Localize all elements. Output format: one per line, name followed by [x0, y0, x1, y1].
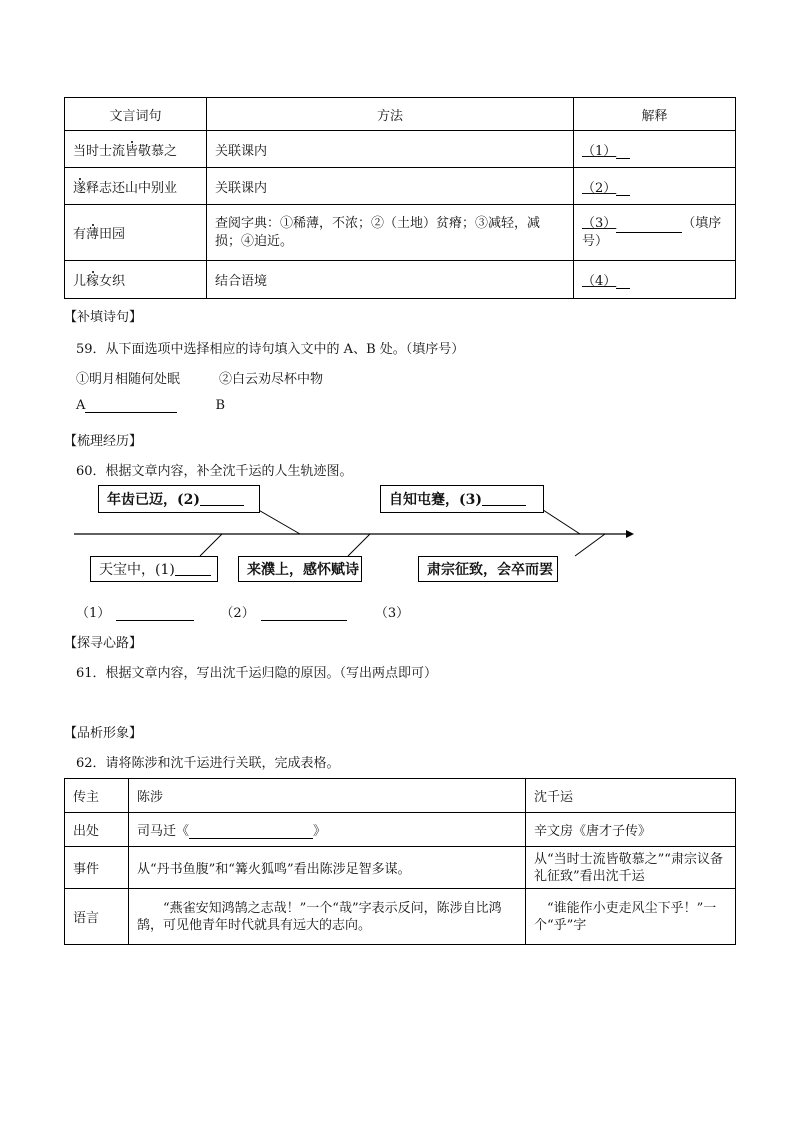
answer-cell[interactable]: （1） [574, 131, 736, 168]
question-59: 59．从下面选项中选择相应的诗句填入文中的 A、B 处。（填序号） [76, 342, 465, 357]
section-title-character: 【品析形象】 [64, 726, 143, 741]
phrase-cell: 儿稼女织 [65, 261, 207, 299]
header-subject: 传主 [65, 779, 129, 813]
answer-cell[interactable]: （3） （填序号） [574, 205, 736, 261]
question-62: 62．请将陈涉和沈千运进行关联，完成表格。 [76, 756, 340, 771]
timeline-box-bottom-2: 来濮上，感怀赋诗 [238, 556, 362, 582]
shen-qianyun-cell: “谁能作小吏走风尘下乎！”一个“乎”字 [526, 889, 736, 945]
phrase-cell: 有薄田园 [65, 205, 207, 261]
q59-options: ①明月相随何处眠 ②白云劝尽杯中物 [76, 372, 324, 387]
answer-cell[interactable]: （4） [574, 261, 736, 299]
chen-she-cell: “燕雀安知鸿鹄之志哉！”一个“哉”字表示反问，陈涉自比鸿鹄，可见他青年时代就具有远大的志向。 [129, 889, 526, 945]
question-60: 60．根据文章内容，补全沈千运的人生轨迹图。 [76, 464, 353, 479]
timeline-box-bottom-3: 肃宗征致，会卒而罢 [418, 556, 558, 582]
table-row [65, 813, 736, 847]
header-explanation: 解释 [574, 98, 736, 131]
chen-she-cell: 司马迁《 》 [129, 813, 526, 847]
blank-source[interactable] [189, 824, 313, 839]
header-method: 方法 [207, 98, 574, 131]
method-cell: 结合语境 [207, 261, 574, 299]
table-row [65, 847, 736, 889]
table-row [65, 168, 736, 205]
method-cell: 关联课内 [207, 168, 574, 205]
answer-cell[interactable]: （2） [574, 168, 736, 205]
q59-answer-line: A B [76, 398, 226, 413]
shen-qianyun-cell: 辛文房《唐才子传》 [526, 813, 736, 847]
blank-2[interactable] [261, 606, 347, 621]
table-row [65, 889, 736, 945]
header-chen-she: 陈涉 [129, 779, 526, 813]
blank-a[interactable] [85, 398, 177, 413]
chen-she-cell: 从“丹书鱼腹”和“篝火狐鸣”看出陈涉足智多谋。 [129, 847, 526, 889]
blank-1[interactable] [116, 606, 194, 621]
comparison-table [64, 778, 736, 945]
row-label: 出处 [65, 813, 129, 847]
table-row [65, 131, 736, 168]
header-phrase: 文言词句 [65, 98, 207, 131]
word-explanation-table [64, 97, 736, 299]
timeline-box-bottom-1: 天宝中，(1) [90, 556, 218, 582]
question-61: 61．根据文章内容，写出沈千运归隐的原因。（写出两点即可） [76, 666, 438, 681]
shen-qianyun-cell: 从“当时士流皆敬慕之”“肃宗议备礼征致”看出沈千运 [526, 847, 736, 889]
timeline-box-top-1: 年齿已迈，(2) [98, 485, 260, 513]
row-label: 语言 [65, 889, 129, 945]
section-title-fill-poem: 【补填诗句】 [64, 310, 143, 325]
method-cell: 查阅字典：①稀薄，不浓；②（土地）贫瘠；③减轻，减损；④迫近。 [207, 205, 574, 261]
section-title-mind: 【探寻心路】 [64, 636, 143, 651]
phrase-cell: 遂释志还山中别业 [65, 168, 207, 205]
q60-answer-line: （1） （2） （3） [76, 606, 410, 621]
row-label: 事件 [65, 847, 129, 889]
table-row [65, 261, 736, 299]
table-row [65, 205, 736, 261]
timeline-box-top-2: 自知屯蹇，(3) [380, 485, 544, 513]
header-shen-qianyun: 沈千运 [526, 779, 736, 813]
phrase-cell: 当时士流皆敬慕之 [65, 131, 207, 168]
section-title-experience: 【梳理经历】 [64, 434, 143, 449]
method-cell: 关联课内 [207, 131, 574, 168]
